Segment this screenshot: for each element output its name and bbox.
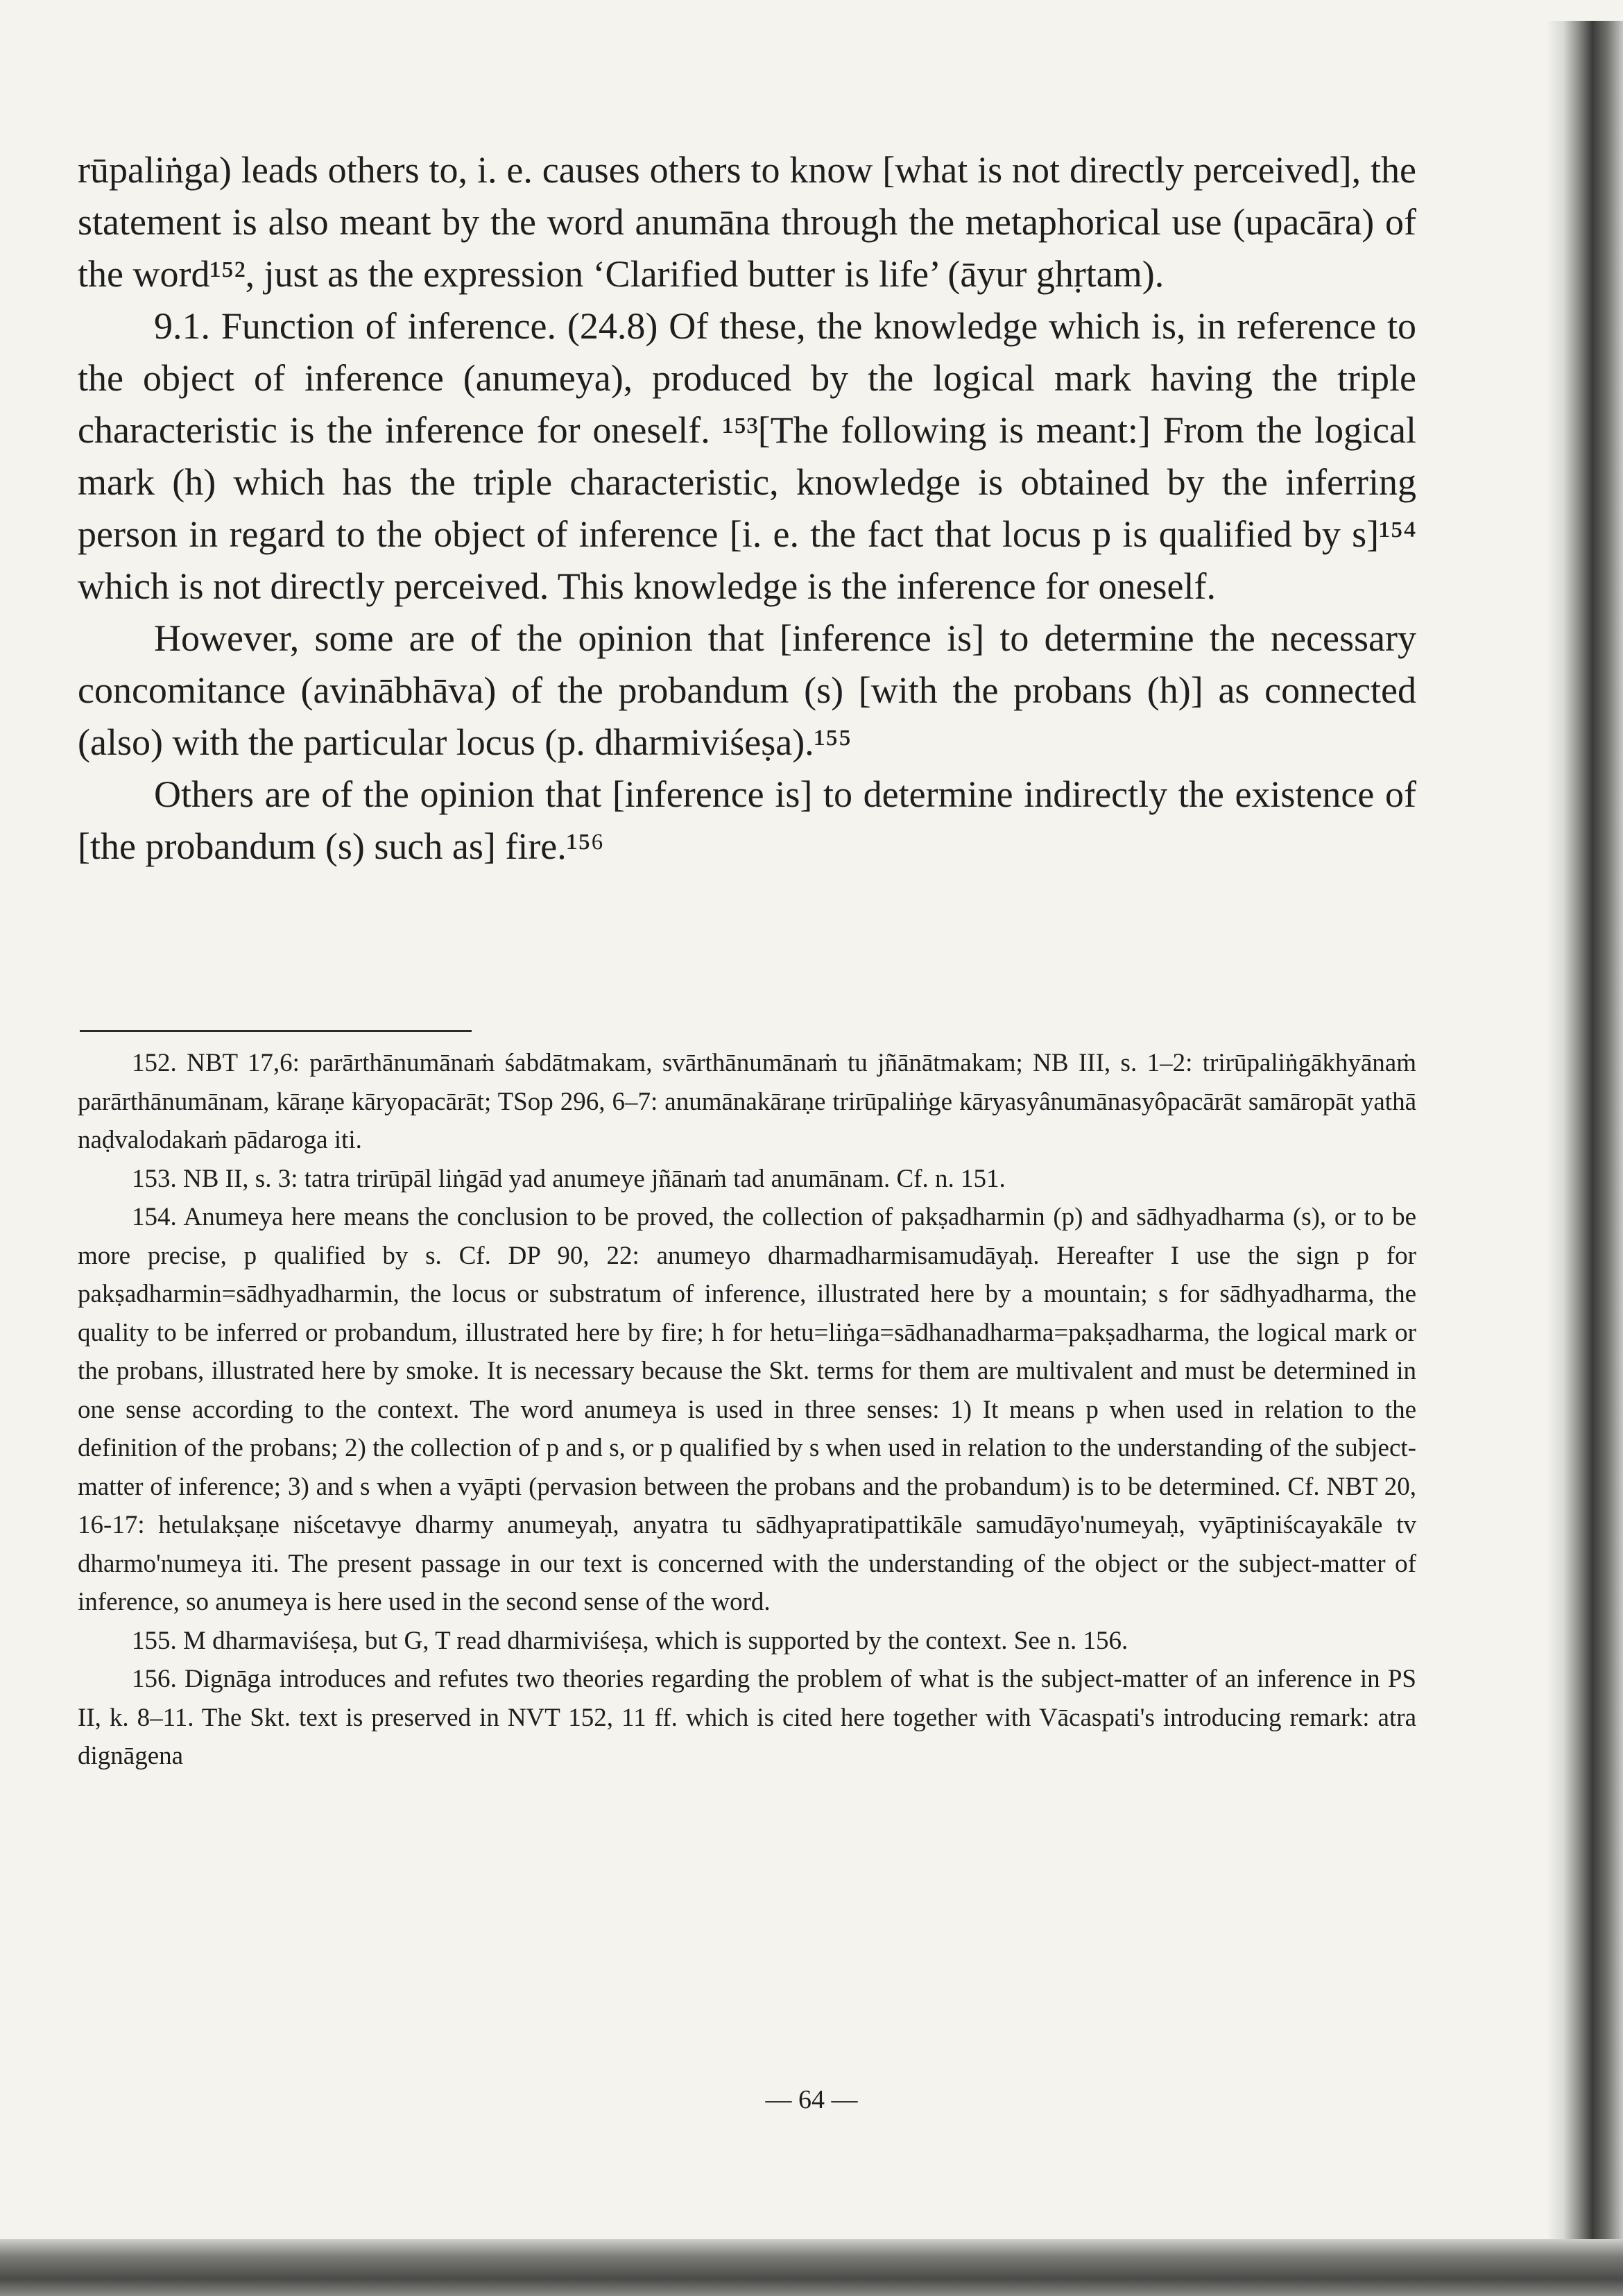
footnote-152: 152. NBT 17,6: parārthānumānaṁ śabdātmakam, svārthānumānaṁ tu jñānātmakam; NB III, s. 1–2: trirūpaliṅgākhyānaṁ parārthānumānam, kāraṇe kāryopacārāt; TSop 296, 6–7: anumānakāraṇe trirūpaliṅge kāryasyânumānasyôpacārāt samāropāt yathā naḍvalodakaṁ pādaroga iti. [78, 1049, 1416, 1154]
paragraph-3: However, some are of the opinion that [inference is] to determine the necessary concomitance (avinābhāva) of the probandum (s) [with the probans (h)] as connected (also) with the particular locus (p. dharmiviśeṣa).¹⁵⁵ [78, 617, 1416, 763]
footnote-153: 153. NB II, s. 3: tatra trirūpāl liṅgād yad anumeye jñānaṁ tad anumānam. Cf. n. 151. [132, 1164, 1006, 1193]
book-binding-shadow [1547, 21, 1623, 2296]
main-text [78, 144, 1416, 873]
paragraph-4: Others are of the opinion that [inference is] to determine indirectly the existence of [the probandum (s) such as] fire.¹⁵⁶ [78, 773, 1416, 867]
paragraph-1: rūpaliṅga) leads others to, i. e. causes others to know [what is not directly perceived], the statement is also meant by the word anumāna through the metaphorical use (upacāra) of the word¹⁵², just as the expression ‘Clarified butter is life’ (āyur ghṛtam). [78, 149, 1416, 295]
scan-bottom-edge [0, 2239, 1623, 2296]
footnote-154: 154. Anumeya here means the conclusion to be proved, the collection of pakṣadharmin (p) and sādhyadharma (s), or to be more precise, p qualified by s. Cf. DP 90, 22: anumeyo dharmadharmisamudāyaḥ. Hereafter I use the sign p for pakṣadharmin=sādhyadharmin, the locus or substratum of inference, illustrated here by a mountain; s for sādhyadharma, the quality to be inferred or probandum, illustrated here by fire; h for hetu=liṅga=sādhanadharma=pakṣadharma, the logical mark or the probans, illustrated here by smoke. It is necessary because the Skt. terms for them are multivalent and must be determined in one sense according to the context. The word anumeya is used in three senses: 1) It means p when used in relation to the definition of the probans; 2) the collection of p and s, or p qualified by s when used in relation to the understanding of the subject-matter of inference; 3) and s when a vyāpti (pervasion between the probans and the probandum) is to be determined. Cf. NBT 20, 16-17: hetulakṣaṇe niścetavye dharmy anumeyaḥ, anyatra tu sādhyapratipattikāle samudāyo'numeyaḥ, vyāptiniścayakāle tv dharmo'numeya iti. The present passage in our text is concerned with the understanding of the object or the subject-matter of inference, so anumeya is here used in the second sense of the word. [78, 1203, 1416, 1616]
footnote-separator [80, 1030, 472, 1032]
footnote-155: 155. M dharmaviśeṣa, but G, T read dharmiviśeṣa, which is supported by the context. See n. 156. [132, 1626, 1128, 1655]
paragraph-2-function-of-inference: 9.1. Function of inference. (24.8) Of these, the knowledge which is, in reference to the object of inference (anumeya), produced by the logical mark having the triple characteristic is the inference for oneself. ¹⁵³[The following is meant:] From the logical mark (h) which has the triple characteristic, knowledge is obtained by the inferring person in regard to the object of inference [i. e. the fact that locus p is qualified by s]¹⁵⁴ which is not directly perceived. This knowledge is the inference for oneself. [78, 305, 1416, 607]
page-number: — 64 — [765, 2085, 858, 2114]
footnotes [78, 1044, 1416, 1776]
footnote-156: 156. Dignāga introduces and refutes two theories regarding the problem of what is the subject-matter of an inference in PS II, k. 8–11. The Skt. text is preserved in NVT 152, 11 ff. which is cited here together with Vācaspati's introducing remark: atra dignāgena [78, 1665, 1416, 1770]
